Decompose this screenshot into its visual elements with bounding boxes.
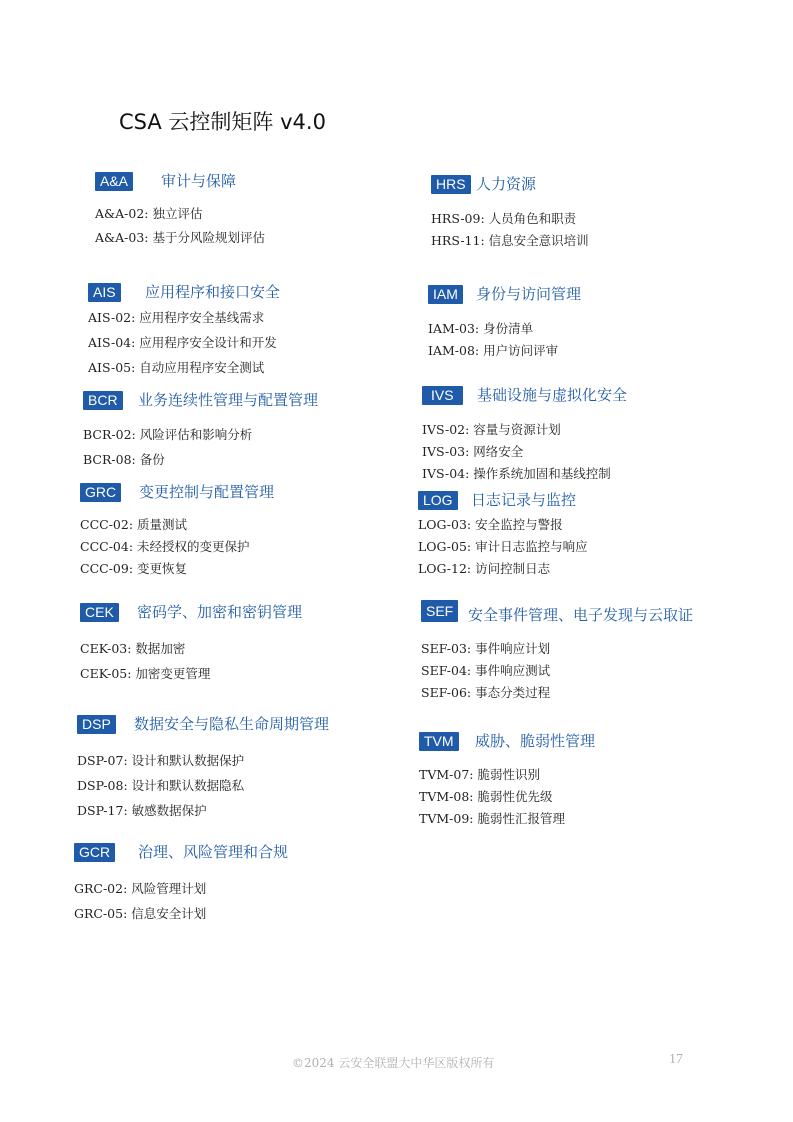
control-item: TVM-09: 脆弱性汇报管理 (419, 811, 565, 826)
control-item: AIS-04: 应用程序安全设计和开发 (88, 335, 277, 350)
control-item: SEF-04: 事件响应测试 (421, 663, 551, 678)
section-title: 日志记录与监控 (471, 491, 577, 509)
control-item: IVS-03: 网络安全 (422, 444, 524, 459)
category-badge: IAM (428, 285, 463, 304)
control-item: SEF-03: 事件响应计划 (421, 641, 551, 656)
copyright-footer: ©2024 云安全联盟大中华区版权所有 (292, 1056, 495, 1070)
page-number: 17 (669, 1052, 683, 1067)
control-item: CEK-03: 数据加密 (80, 641, 186, 656)
section-title: 数据安全与隐私生命周期管理 (134, 715, 330, 733)
section-title: 人力资源 (476, 175, 537, 193)
category-badge: HRS (431, 175, 471, 194)
control-item: TVM-08: 脆弱性优先级 (419, 789, 553, 804)
control-item: TVM-07: 脆弱性识别 (419, 767, 540, 782)
category-badge: SEF (421, 600, 458, 622)
control-item: CCC-02: 质量测试 (80, 517, 188, 532)
control-item: GRC-02: 风险管理计划 (74, 881, 207, 896)
control-item: HRS-11: 信息安全意识培训 (431, 233, 589, 248)
control-item: CCC-04: 未经授权的变更保护 (80, 539, 250, 554)
control-item: AIS-02: 应用程序安全基线需求 (88, 310, 265, 325)
control-item: IVS-04: 操作系统加固和基线控制 (422, 466, 611, 481)
section-title: 业务连续性管理与配置管理 (138, 391, 319, 409)
control-item: BCR-08: 备份 (83, 452, 165, 467)
section-title: 基础设施与虚拟化安全 (477, 386, 628, 404)
control-item: IAM-08: 用户访问评审 (428, 343, 559, 358)
section-title: 威胁、脆弱性管理 (475, 732, 596, 750)
control-item: GRC-05: 信息安全计划 (74, 906, 207, 921)
category-badge: LOG (418, 491, 458, 510)
category-badge: IVS (422, 386, 463, 405)
section-title: 应用程序和接口安全 (145, 283, 281, 301)
category-badge: CEK (80, 603, 119, 622)
category-badge: TVM (419, 732, 459, 751)
control-item: LOG-12: 访问控制日志 (418, 561, 551, 576)
control-item: A&A-03: 基于分风险规划评估 (95, 230, 265, 245)
control-item: SEF-06: 事态分类过程 (421, 685, 551, 700)
control-item: LOG-03: 安全监控与警报 (418, 517, 563, 532)
control-item: LOG-05: 审计日志监控与响应 (418, 539, 588, 554)
category-badge: AIS (88, 283, 121, 302)
control-item: DSP-07: 设计和默认数据保护 (77, 753, 245, 768)
control-item: BCR-02: 风险评估和影响分析 (83, 427, 253, 442)
category-badge: DSP (77, 715, 116, 734)
section-title: 安全事件管理、电子发现与云取证 (468, 606, 694, 624)
section-title: 密码学、加密和密钥管理 (137, 603, 303, 621)
section-title: 身份与访问管理 (476, 285, 582, 303)
control-item: CEK-05: 加密变更管理 (80, 666, 211, 681)
category-badge: A&A (95, 172, 133, 191)
section-title: 审计与保障 (161, 172, 237, 190)
control-item: A&A-02: 独立评估 (95, 206, 203, 221)
page-title: CSA 云控制矩阵 v4.0 (119, 110, 326, 134)
control-item: AIS-05: 自动应用程序安全测试 (88, 360, 265, 375)
control-item: IAM-03: 身份清单 (428, 321, 534, 336)
control-item: IVS-02: 容量与资源计划 (422, 422, 561, 437)
control-item: HRS-09: 人员角色和职责 (431, 211, 577, 226)
control-item: DSP-08: 设计和默认数据隐私 (77, 778, 245, 793)
category-badge: GRC (80, 483, 121, 502)
section-title: 治理、风险管理和合规 (138, 843, 289, 861)
control-item: DSP-17: 敏感数据保护 (77, 803, 207, 818)
section-title: 变更控制与配置管理 (139, 483, 275, 501)
category-badge: BCR (83, 391, 123, 410)
category-badge: GCR (74, 843, 115, 862)
control-item: CCC-09: 变更恢复 (80, 561, 188, 576)
